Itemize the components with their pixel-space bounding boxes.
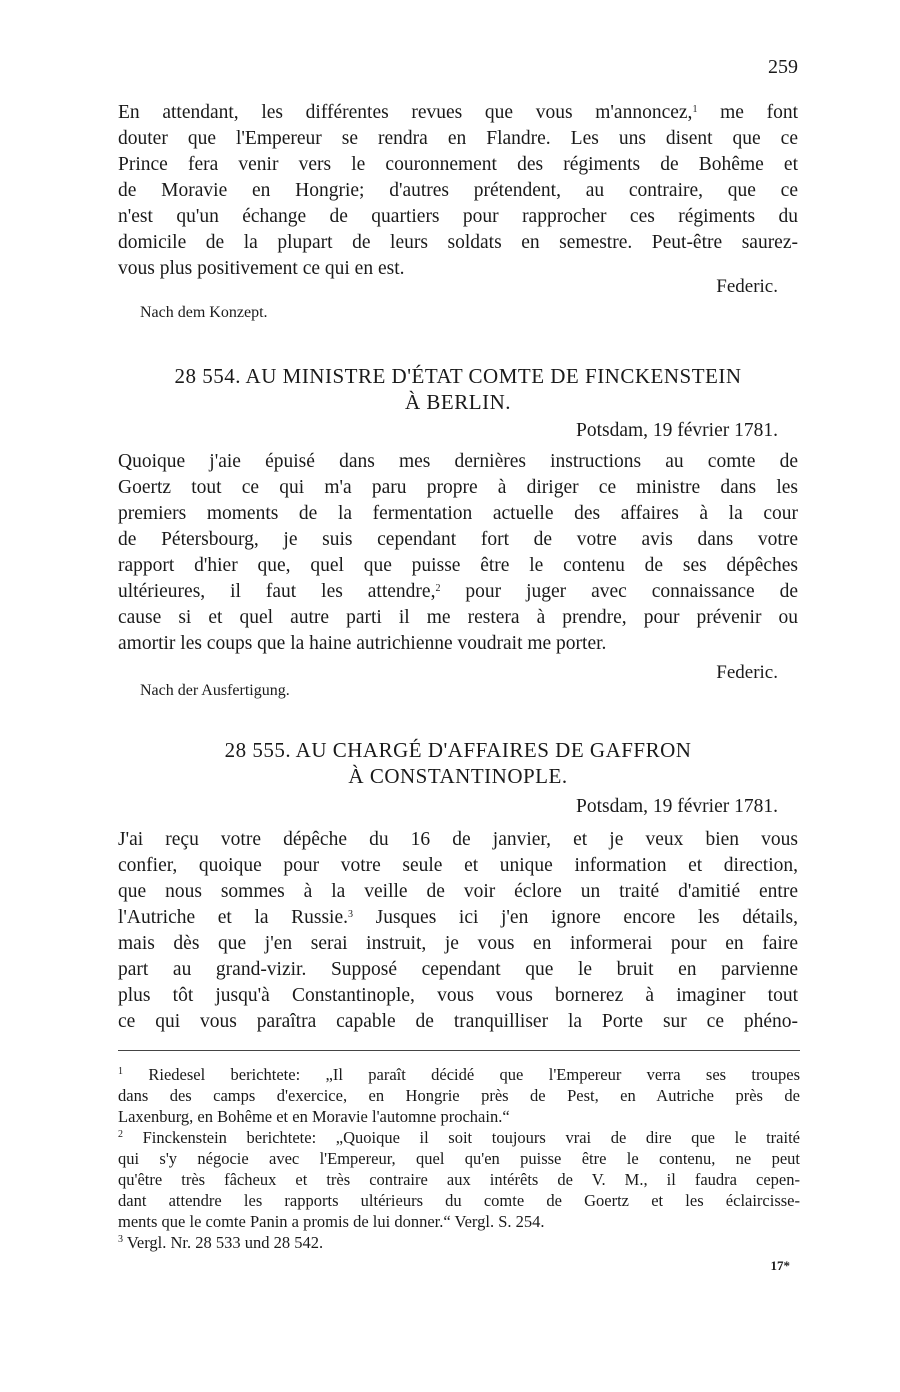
text-line: vous plus positivement ce qui en est. [118,258,405,279]
footnotes [118,1064,800,1253]
text-line: Goertz tout ce qui m'a paru propre à diriger ce ministre dans les [118,477,798,498]
letter-heading-place: À CONSTANTINOPLE. [348,764,568,788]
text-line: amortir les coups que la haine autrichienne voudrait me porter. [118,633,607,654]
footnote-line: Laxenburg, en Bohême et en Moravie l'automne prochain.“ [118,1107,510,1126]
footnote-line: dans des camps d'exercice, en Hongrie près de Pest, en Autriche près de [118,1086,800,1105]
text-line: domicile de la plupart de leurs soldats en semestre. Peut-être saurez- [118,232,798,253]
text-line: premiers moments de la fermentation actuelle des affaires à la cour [118,503,798,524]
text-line: ultérieures, il faut les attendre,$^2$ pour juger avec connaissance de [118,581,798,602]
text-line: plus tôt jusqu'à Constantinople, vous vous bornerez à imaginer tout [118,985,798,1006]
footnote-line: $^1$ Riedesel berichtete: „Il paraît décidé que l'Empereur verra ses troupes [118,1065,801,1084]
text-line: Quoique j'aie épuisé dans mes dernières instructions au comte de [118,451,798,472]
text-line: ce qui vous paraîtra capable de tranquilliser la Porte sur ce phéno- [118,1011,798,1032]
letter3-body [118,827,798,1035]
letter-heading: 28 555. AU CHARGÉ D'AFFAIRES DE GAFFRON [224,738,692,762]
text-line: n'est qu'un échange de quartiers pour rapprocher ces régiments du [118,206,798,227]
letter2-body [118,449,798,657]
letter-heading-place: À BERLIN. [405,390,511,414]
letter-date: Potsdam, 19 février 1781. [575,796,778,817]
footnote-line: qu'être très fâcheux et très contraire aux intérêts de V. M., il faudra cepen- [118,1170,800,1189]
signature-mark: 17* [770,1258,790,1273]
letter-date: Potsdam, 19 février 1781. [575,420,778,441]
signature: Federic. [716,276,778,297]
footnote-ref: 3 [348,909,354,920]
text-line: Prince fera venir vers le couronnement des régiments de Bohême et [118,154,798,175]
text-line: J'ai reçu votre dépêche du 16 de janvier, et je veux bien vous [118,829,798,850]
text-line: cause si et quel autre parti il me restera à prendre, pour prévenir ou [118,607,798,628]
footnote-line: dant attendre les rapports ultérieurs du comte de Goertz et les éclaircisse- [118,1191,800,1210]
footnote-line: $^3$ Vergl. Nr. 28 533 und 28 542. [118,1233,324,1252]
footnote-rule [118,1050,800,1051]
text-line: rapport d'hier que, quel que puisse être le contenu de ses dépêches [118,555,798,576]
footnote-ref: 2 [435,583,441,594]
source-note: Nach dem Konzept. [140,304,268,321]
footnote-ref: 1 [692,104,698,115]
signature: Federic. [716,662,778,683]
footnote-line: qui s'y négocie avec l'Empereur, quel qu'en puisse être le contenu, ne peut [118,1149,800,1168]
text-line: En attendant, les différentes revues que vous m'annoncez,$^1$ me font [118,102,799,123]
page-number: 259 [768,56,798,78]
text-line: part au grand-vizir. Supposé cependant que le bruit en parvienne [118,959,798,980]
text-line: de Moravie en Hongrie; d'autres prétendent, au contraire, que ce [118,180,798,201]
letter-heading: 28 554. AU MINISTRE D'ÉTAT COMTE DE FINCKENSTEIN [174,364,742,388]
text-line: mais dès que j'en serai instruit, je vous en informerai pour en faire [118,933,798,954]
source-note: Nach der Ausfertigung. [140,682,290,699]
letter1-body [118,100,798,282]
text-line: de Pétersbourg, je suis cependant fort de votre avis dans votre [118,529,798,550]
footnote-line: ments que le comte Panin a promis de lui donner.“ Vergl. S. 254. [118,1212,545,1231]
text-line: confier, quoique pour votre seule et unique information et direction, [118,855,798,876]
text-line: l'Autriche et la Russie.$^3$ Jusques ici j'en ignore encore les détails, [118,907,798,928]
footnote-line: $^2$ Finckenstein berichtete: „Quoique il soit toujours vrai de dire que le traité [118,1128,800,1147]
text-line: douter que l'Empereur se rendra en Flandre. Les uns disent que ce [118,128,798,149]
text-line: que nous sommes à la veille de voir éclore un traité d'amitié entre [118,881,798,902]
